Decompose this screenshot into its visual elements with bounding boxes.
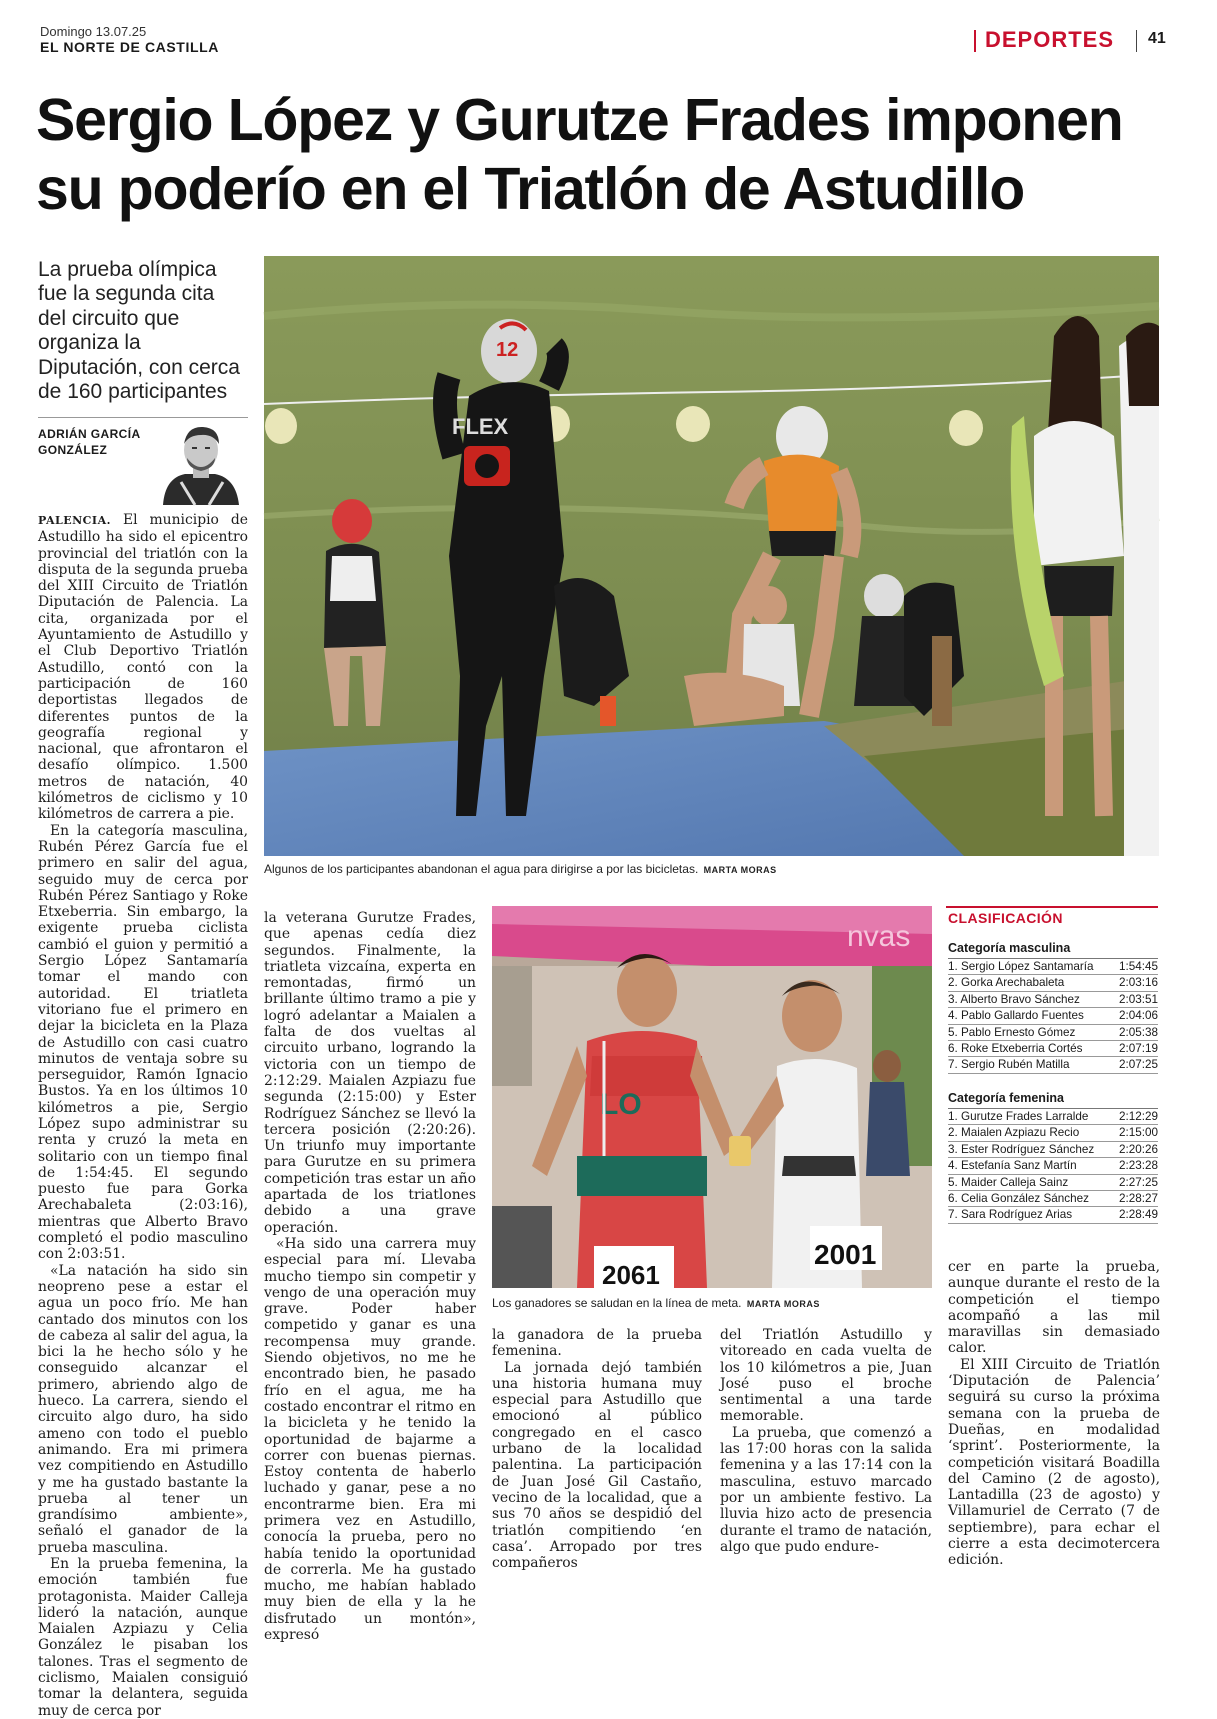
result-row xyxy=(948,1008,1158,1024)
athlete-name: 5. Pablo Ernesto Gómez xyxy=(948,1025,1076,1039)
athlete-time: 2:12:29 xyxy=(1119,1110,1158,1123)
result-row xyxy=(948,1025,1158,1041)
result-row xyxy=(948,1158,1158,1174)
result-row xyxy=(948,1142,1158,1158)
athlete-time: 2:20:26 xyxy=(1119,1142,1158,1156)
paragraph: cer en parte la prueba, aunque durante el resto de la competición el tiempo acompañó a las mil maravillas sin demasiado calor. xyxy=(948,1259,1160,1357)
athlete-time: 2:15:00 xyxy=(1119,1126,1158,1140)
athlete-time: 2:04:06 xyxy=(1119,1009,1158,1023)
result-row xyxy=(948,975,1158,991)
result-row xyxy=(948,1109,1158,1125)
author-photo xyxy=(153,420,248,505)
finish-line-photo xyxy=(492,906,932,1288)
athlete-name: 3. Ester Rodríguez Sánchez xyxy=(948,1142,1095,1156)
cap-number: 12 xyxy=(496,339,519,361)
section-divider xyxy=(974,30,976,52)
athlete-name: 6. Celia González Sánchez xyxy=(948,1191,1089,1205)
page-divider xyxy=(1136,30,1137,52)
female-results-table xyxy=(948,1108,1158,1224)
paragraph-text: El municipio de Astudillo ha sido el epicentro provincial del triatlón con la disputa de la segunda prueba del XIII Circuito de Triatlón Diputación de Palencia. La cita, organizada por el Ayuntamiento de Astudillo y el Club Deportivo Triatlón Astudillo, contó con la participación de 160 deportistas llegados de diferentes puntos de la geografía regional y nacional, que afrontaron el desafío olímpico. 1.500 metros de natación, 40 kilómetros de ciclismo y 10 kilómetros de carrera a pie. xyxy=(38,512,249,823)
paragraph: del Triatlón Astudillo y vitoreado en cada vuelta de los 10 kilómetros a pie, Juan José puso el broche sentimental a una tarde memorable. xyxy=(720,1327,932,1425)
article-column-5 xyxy=(948,1259,1160,1569)
main-photo xyxy=(264,256,1159,856)
article-column-4 xyxy=(720,1327,932,1555)
result-row xyxy=(948,1057,1158,1073)
location-tag: PALENCIA. xyxy=(38,514,111,527)
male-category-title: Categoría masculina xyxy=(948,941,1071,955)
section-label: DEPORTES xyxy=(985,27,1115,52)
article-column-2 xyxy=(264,910,476,1643)
paragraph xyxy=(38,512,248,823)
wetsuit-brand: FLEX xyxy=(452,414,509,439)
athlete-time: 2:07:25 xyxy=(1119,1058,1158,1072)
caption-text: Los ganadores se saludan en la línea de meta. xyxy=(492,1296,742,1310)
banner-text: nvas xyxy=(847,920,911,953)
athlete-name: 4. Estefanía Sanz Martín xyxy=(948,1159,1077,1173)
athlete-name: 3. Alberto Bravo Sánchez xyxy=(948,992,1080,1006)
article-column-3 xyxy=(492,1327,702,1571)
athlete-time: 2:28:49 xyxy=(1119,1208,1158,1222)
headline: Sergio López y Gurutze Frades imponen su poderío en el Triatlón de Astudillo xyxy=(36,87,1123,222)
newspaper-name: EL NORTE DE CASTILLA xyxy=(40,39,219,55)
athlete-name: 7. Sergio Rubén Matilla xyxy=(948,1058,1070,1072)
paragraph: «Ha sido una carrera muy especial para mí. Llevaba mucho tiempo sin competir y vengo de una operación muy grave. Poder haber competido y ganar es una recompensa muy grande. Siendo objetivos, no me he encontrado bien, he pasado frío en el agua, me ha costado encontrar el ritmo en la bicicleta y he tenido la oportunidad de bajarme a correr con buenas piernas. Estoy contenta de haberlo luchado y ganar, pese a no encontrarme bien. Era mi primera vez en Astudillo, conocía la prueba, pero no había tenido la oportunidad de correrla. Me ha gustado mucho, me habían hablado muy bien de ella y la he disfrutado un montón», expresó xyxy=(264,1235,476,1644)
result-row xyxy=(948,959,1158,975)
athlete-time: 2:05:38 xyxy=(1119,1025,1158,1039)
result-row xyxy=(948,1041,1158,1057)
photo-credit: MARTA MORAS xyxy=(703,865,777,875)
bib-number-right: 2001 xyxy=(814,1239,877,1270)
page-number: 41 xyxy=(1148,30,1166,47)
paragraph: La prueba, que comenzó a las 17:00 horas con la salida femenina y a las 17:14 con la masculina, estuvo marcado por un ambiente festivo. La lluvia hizo acto de presencia durante el tramo de natación, algo que pudo endure- xyxy=(720,1424,932,1555)
athlete-time: 1:54:45 xyxy=(1119,960,1158,973)
athlete-name: 6. Roke Etxeberria Cortés xyxy=(948,1041,1083,1055)
classification-rule xyxy=(946,906,1158,908)
result-row xyxy=(948,1207,1158,1223)
athlete-time: 2:03:51 xyxy=(1119,992,1158,1006)
subtitle: La prueba olímpica fue la segunda cita del circuito que organiza la Diputación, con cerca de 160 participantes xyxy=(38,258,240,404)
issue-date: Domingo 13.07.25 xyxy=(40,24,147,39)
article-column-1 xyxy=(38,512,248,1719)
athlete-time: 2:03:16 xyxy=(1119,976,1158,990)
jersey-text: LO xyxy=(600,1088,642,1121)
athlete-name: 1. Sergio López Santamaría xyxy=(948,960,1094,973)
paragraph: «La natación ha sido sin neopreno pese a estar el agua un poco frío. Me han cantado dos minutos con los de cabeza al salir del agua, la bici la he hecho sólo y he conseguido alcanzar el primero, abriendo algo de hueco. La carrera, siendo el circuito algo duro, ha sido ameno con todo el pueblo animando. Era mi primera vez compitiendo en Astudillo y me ha gustado bastante la prueba al tener un grandísimo ambiente», señaló el ganador de la prueba masculina. xyxy=(38,1262,248,1556)
paragraph: la ganadora de la prueba femenina. xyxy=(492,1327,702,1360)
caption-text: Algunos de los participantes abandonan el agua para dirigirse a por las bicicletas. xyxy=(264,862,699,876)
athlete-name: 2. Gorka Arechabaleta xyxy=(948,976,1065,990)
male-results-table xyxy=(948,958,1158,1074)
bib-number-left: 2061 xyxy=(602,1260,660,1290)
athlete-time: 2:28:27 xyxy=(1119,1191,1158,1205)
athlete-name: 4. Pablo Gallardo Fuentes xyxy=(948,1009,1084,1023)
athlete-name: 7. Sara Rodríguez Arias xyxy=(948,1208,1073,1222)
paragraph: En la prueba femenina, la emoción también fue protagonista. Maider Calleja lideró la natación, aunque Maialen Azpiazu y Celia González le pisaban los talones. Tras el segmento de ciclismo, Maialen consiguió tomar la delantera, seguida muy de cerca por xyxy=(38,1556,248,1719)
finish-photo-caption xyxy=(492,1296,932,1310)
paragraph: La jornada dejó también una historia humana muy especial para Astudillo que emocionó al público congregado en el casco urbano de la localidad palentina. La participación de Juan José Gil Castaño, vecino de la localidad, que a sus 70 años se despidió del triatlón compitiendo ‘en casa’. Arropado por tres compañeros xyxy=(492,1359,702,1572)
athlete-name: 2. Maialen Azpiazu Recio xyxy=(948,1126,1080,1140)
result-row xyxy=(948,992,1158,1008)
result-row xyxy=(948,1191,1158,1207)
paragraph: El XIII Circuito de Triatlón ‘Diputación de Palencia’ seguirá su curso la próxima semana con la prueba de Dueñas, en modalidad ‘sprint’. Posteriormente, la competición visitará Boadilla del Camino (2 de agosto), Lantadilla (23 de agosto) y Villamuriel de Cerrato (7 de septiembre), para echar el cierre a esta decimotercera edición. xyxy=(948,1356,1160,1569)
athlete-time: 2:07:19 xyxy=(1119,1041,1158,1055)
athlete-time: 2:23:28 xyxy=(1119,1159,1158,1173)
photo-credit: MARTA MORAS xyxy=(746,1299,820,1309)
female-category-title: Categoría femenina xyxy=(948,1091,1065,1105)
classification-title: CLASIFICACIÓN xyxy=(948,910,1063,926)
athlete-time: 2:27:25 xyxy=(1119,1175,1158,1189)
result-row xyxy=(948,1125,1158,1141)
result-row xyxy=(948,1175,1158,1191)
author-byline: ADRIÁN GARCÍA GONZÁLEZ xyxy=(38,427,141,457)
athlete-name: 5. Maider Calleja Sainz xyxy=(948,1175,1069,1189)
athlete-name: 1. Gurutze Frades Larralde xyxy=(948,1110,1089,1123)
paragraph: En la categoría masculina, Rubén Pérez García fue el primero en salir del agua, seguido muy de cerca por Rubén Pérez Santiago y Roke Etxeberria. Sin embargo, la exigente prueba ciclista cambió el guion y permitió a Sergio López Santamaría tomar el mando con autoridad. El triatleta vitoriano fue el primero en dejar la bicicleta en la Plaza de Astudillo con casi cuatro minutos de ventaja sobre su perseguidor, Ramón Ignacio Bustos. Ya en los últimos 10 kilómetros a pie, Sergio López supo administrar su renta y cruzó la meta en solitario con un tiempo final de 1:54:45. El segundo puesto fue para Gorka Arechabaleta (2:03:16), mientras que Alberto Bravo completó el podio masculino con 2:03:51. xyxy=(38,822,248,1263)
main-photo-caption xyxy=(264,862,1159,876)
subtitle-rule xyxy=(38,417,248,418)
paragraph: la veterana Gurutze Frades, que apenas cedía diez segundos. Finalmente, la triatleta vizcaína, experta en remontadas, firmó un brillante último tramo a pie y logró adelantar a Maialen a falta de dos vueltas al circuito urbano, logrando la victoria con un tiempo de 2:12:29. Maialen Azpiazu fue segunda (2:15:00) y Ester Rodríguez Sánchez se llevó la tercera posición (2:20:26). Un triunfo muy importante para Gurutze en su primera competición tras estar un año apartada de los triatlones debido a una grave operación. xyxy=(264,910,476,1236)
